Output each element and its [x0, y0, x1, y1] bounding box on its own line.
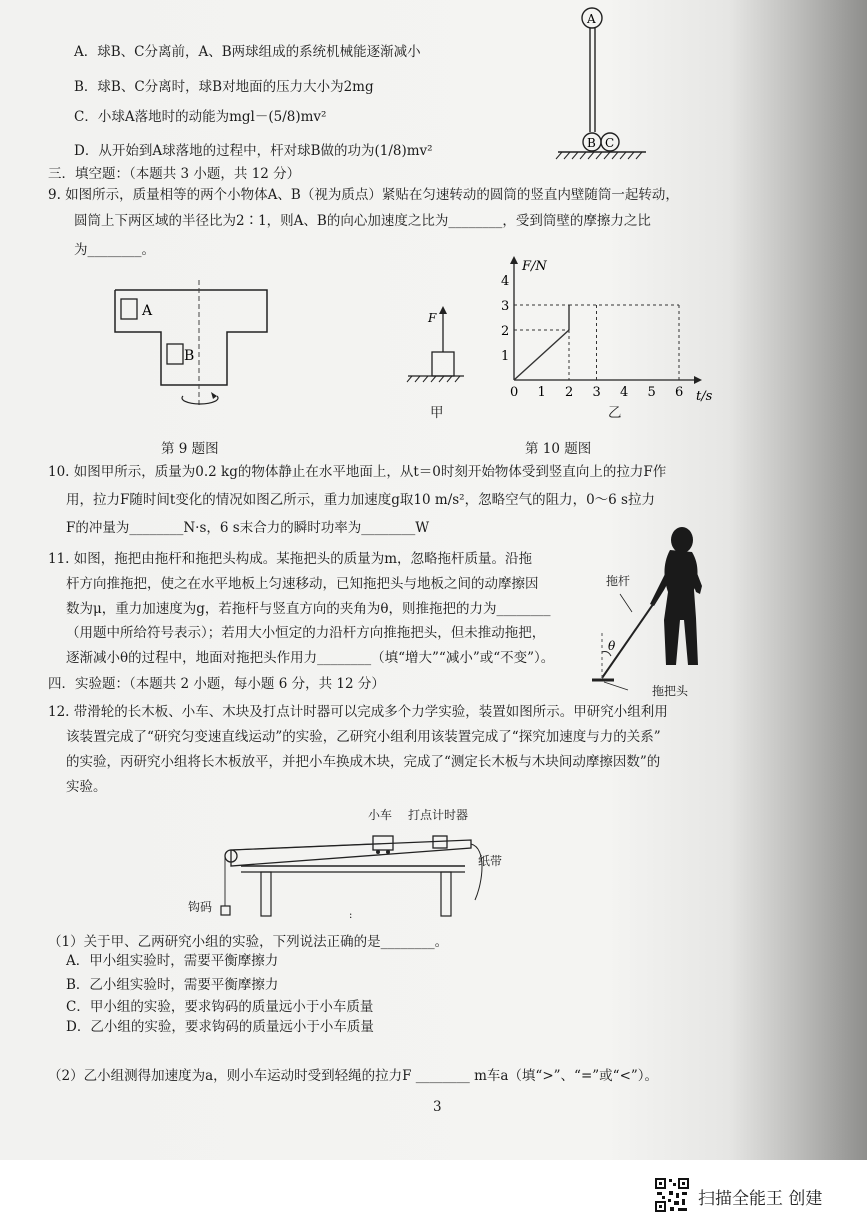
fig9-caption: 第 9 题图	[161, 441, 219, 457]
q12-option-a: A．甲小组实验时，需要平衡摩擦力	[66, 953, 279, 969]
fig12-cart-label: 小车	[368, 808, 393, 822]
q12-line-1: 12. 带滑轮的长木板、小车、木块及打点计时器可以完成多个力学实验，装置如图所示。甲研究小组利用	[48, 704, 668, 720]
long-board	[231, 840, 471, 866]
fig12-tape-label: 纸带	[478, 854, 503, 868]
ball-c-label: C	[605, 136, 615, 150]
fig12-apparatus	[215, 822, 505, 922]
fig11-rod-label: 拖杆	[606, 574, 631, 588]
q11-line-4: （用题中所给符号表示）；若用大小恒定的力沿杆方向推拖把头，但未推动拖把，	[66, 625, 546, 641]
x-tick-label: 1	[537, 385, 546, 400]
q9-line-2: 圆筒上下两区域的半径比为2∶1，则A、B的向心加速度之比为________，受到筒壁的摩擦力之比	[74, 213, 651, 229]
q11-line-3: 数为μ，重力加速度为g，若拖杆与竖直方向的夹角为θ，则推拖把的力为________	[66, 601, 551, 617]
x-tick-label: 6	[675, 385, 684, 400]
fig10-caption: 第 10 题图	[525, 441, 592, 457]
fig11-head-label: 拖把头	[652, 684, 689, 698]
fig9-cylinder	[105, 280, 285, 412]
ball-a-label: A	[587, 12, 596, 26]
hook-weight	[221, 906, 230, 915]
q9-line-3: 为________。	[74, 242, 155, 258]
force-arrow-icon	[439, 306, 447, 314]
y-tick-label: 2	[501, 324, 510, 339]
fig10-left-caption: 甲	[430, 405, 444, 421]
q10-line-1: 10. 如图甲所示，质量为0.2 kg的物体静止在水平地面上，从t＝0时刻开始物体受到竖直向上的拉力F作	[48, 464, 667, 480]
q10-line-2: 用，拉力F随时间t变化的情况如图乙所示，重力加速度g取10 m/s²，忽略空气的阻力，0～6 s拉力	[66, 492, 655, 508]
footer-brand: 扫描全能王 创建	[698, 1189, 823, 1209]
q11-line-2: 杆方向推拖把，使之在水平地板上匀速移动，已知拖把头与地板之间的动摩擦因	[66, 576, 539, 592]
y-tick-label: 4	[501, 274, 510, 289]
x-axis-label: t/s	[696, 389, 713, 404]
force-label: F	[428, 311, 437, 325]
q10-line-3: F的冲量为________N·s，6 s末合力的瞬时功率为________W	[66, 520, 430, 536]
section-3-title: 三．填空题：（本题共 3 小题，共 12 分）	[48, 166, 301, 182]
fig12-weight-label: 钩码	[188, 900, 213, 914]
q11-line-5: 逐渐减小θ的过程中，地面对拖把头作用力________（填“增大”“减小”或“不变”）。	[66, 650, 555, 666]
paper-tape	[471, 844, 482, 900]
q12-option-d: D．乙小组的实验，要求钩码的质量远小于小车质量	[66, 1019, 374, 1035]
angle-label: θ	[608, 639, 616, 653]
object-b-label: B	[184, 348, 195, 364]
q8-option-a: A．球B、C分离前，A、B两球组成的系统机械能逐渐减小	[74, 44, 421, 60]
q8-option-c: C．小球A落地时的动能为mgl－(5/8)mv²	[74, 109, 327, 125]
fig12-timer-label: 打点计时器	[408, 808, 469, 822]
object-a-label: A	[142, 303, 153, 319]
fig8-rod-balls	[548, 4, 658, 164]
q12-line-4: 实验。	[66, 779, 107, 795]
q12-option-c: C．甲小组的实验，要求钩码的质量远小于小车质量	[66, 999, 374, 1015]
q8-option-d: D．从开始到A球落地的过程中，杆对球B做的功为(1/8)mv²	[74, 143, 433, 159]
q8-option-b: B．球B、C分离时，球B对地面的压力大小为2mg	[74, 79, 374, 95]
y-tick-label: 3	[501, 299, 510, 314]
q12-line-2: 该装置完成了“研究匀变速直线运动”的实验，乙研究小组利用该装置完成了“探究加速度与力的关系”	[66, 729, 661, 745]
x-tick-label: 3	[592, 385, 601, 400]
svg-text::: :	[349, 910, 353, 921]
q12-sub2: （2）乙小组测得加速度为a，则小车运动时受到轻绳的拉力F ________ m车a（填“>”、“=”或“<”）。	[48, 1068, 659, 1084]
fig10-graph	[496, 254, 716, 404]
series-segment	[514, 330, 569, 380]
fig11-mop	[584, 520, 744, 700]
x-tick-label: 5	[647, 385, 656, 400]
qr-code-icon	[654, 1177, 690, 1213]
object-a	[121, 299, 137, 319]
q11-line-1: 11. 如图，拖把由拖杆和拖把头构成。某拖把头的质量为m，忽略拖杆质量。沿拖	[48, 551, 533, 567]
ball-b-label: B	[587, 136, 596, 150]
q12-line-3: 的实验，丙研究小组将长木板放平，并把小车换成木块，完成了“测定长木板与木块间动摩擦因数”的	[66, 754, 661, 770]
section-4-title: 四．实验题：（本题共 2 小题，每小题 6 分，共 12 分）	[48, 676, 385, 692]
fig10-left-block	[402, 300, 472, 390]
object-b	[167, 344, 183, 364]
q12-option-b: B．乙小组实验时，需要平衡摩擦力	[66, 977, 279, 993]
y-tick-label: 1	[501, 349, 510, 364]
y-axis-label: F/N	[522, 259, 547, 274]
x-tick-label: 4	[620, 385, 629, 400]
q9-line-1: 9. 如图所示，质量相等的两个小物体A、B（视为质点）紧贴在匀速转动的圆筒的竖直内壁随筒一起转动，	[48, 187, 679, 203]
x-tick-label: 0	[510, 385, 519, 400]
page-number: 3	[433, 1099, 442, 1115]
q12-sub1: （1）关于甲、乙两研究小组的实验，下列说法正确的是________。	[48, 934, 449, 950]
x-tick-label: 2	[565, 385, 574, 400]
person-head	[671, 527, 693, 553]
fig10-right-caption: 乙	[608, 405, 622, 421]
